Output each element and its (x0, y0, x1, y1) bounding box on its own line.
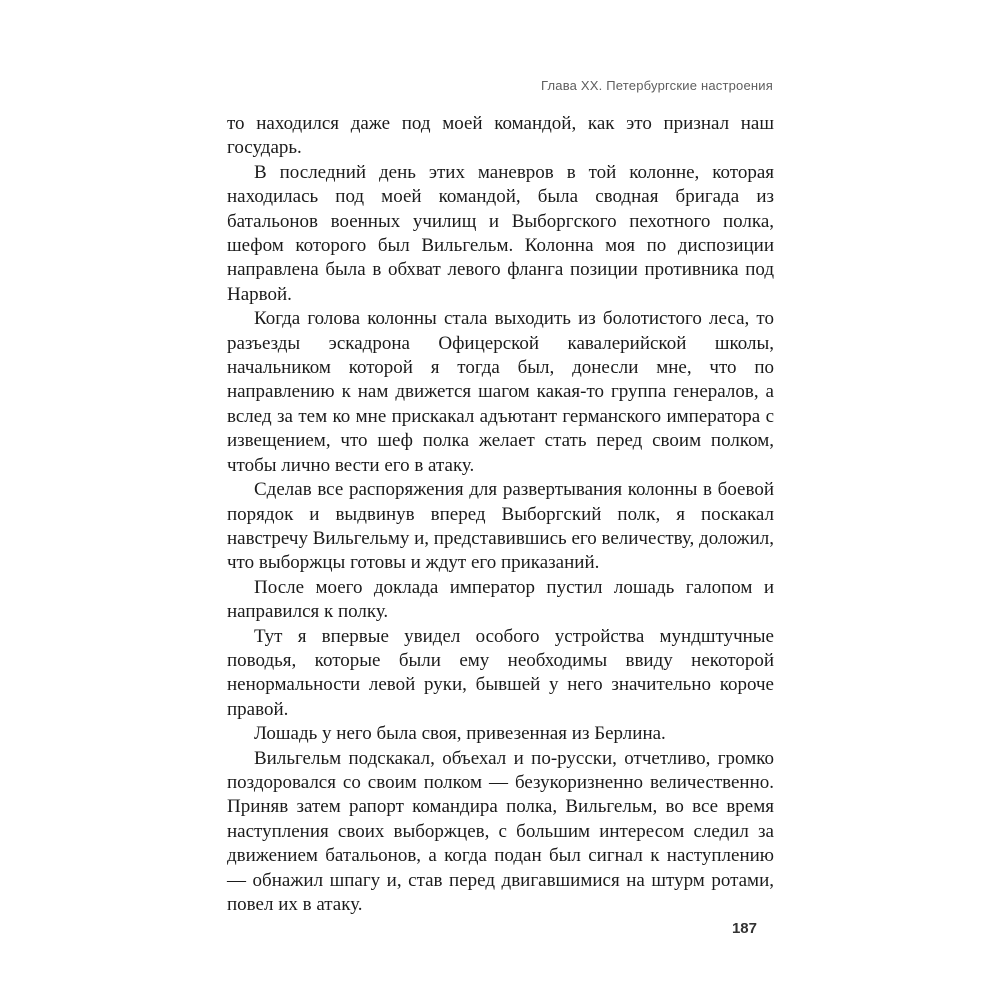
paragraph: Вильгельм подскакал, объехал и по-русски, отчетливо, громко поздоровался со своим полком — безукоризненно величественно. Приняв затем рапорт командира полка, Вильгельм, во все время наступления своих выборжцев, с большим интересом следил за движением батальонов, а когда подан был сигнал к наступлению — обнажил шпагу и, став перед двигавшимися на штурм ротами, повел их в атаку. (227, 747, 774, 915)
page-number: 187 (731, 920, 757, 937)
paragraph: Тут я впервые увидел особого устройства мундштучные поводья, которые были ему необходимы ввиду некоторой ненормальности левой руки, бывшей у него значительно короче правой. (227, 625, 774, 720)
running-head: Глава XX. Петербургские настроения (540, 78, 773, 93)
page-body (227, 112, 774, 917)
paragraph: Сделав все распоряжения для развертывания колонны в боевой порядок и выдвинув вперед Выборгский полк, я поскакал навстречу Вильгельму и, представившись его величеству, доложил, что выборжцы готовы и ждут его приказаний. (227, 479, 774, 574)
paragraph: то находился даже под моей командой, как это признал наш государь. (227, 113, 774, 159)
paragraph: Когда голова колонны стала выходить из болотистого леса, то разъезды эскадрона Офицерской кавалерийской школы, начальником которой я тогда был, донесли мне, что по направлению к нам движется шагом какая-то группа генералов, а вслед за тем ко мне прискакал адъютант германского императора с извещением, что шеф полка желает стать перед своим полком, чтобы лично вести его в атаку. (227, 308, 774, 476)
paragraph: Лошадь у него была своя, привезенная из Берлина. (254, 723, 666, 745)
paragraph: После моего доклада император пустил лошадь галопом и направился к полку. (227, 576, 774, 623)
paragraph: В последний день этих маневров в той колонне, которая находилась под моей командой, была сводная бригада из батальонов военных училищ и Выборгского пехотного полка, шефом которого был Вильгельм. Колонна моя по диспозиции направлена была в обхват левого фланга позиции противника под Нарвой. (227, 161, 774, 305)
